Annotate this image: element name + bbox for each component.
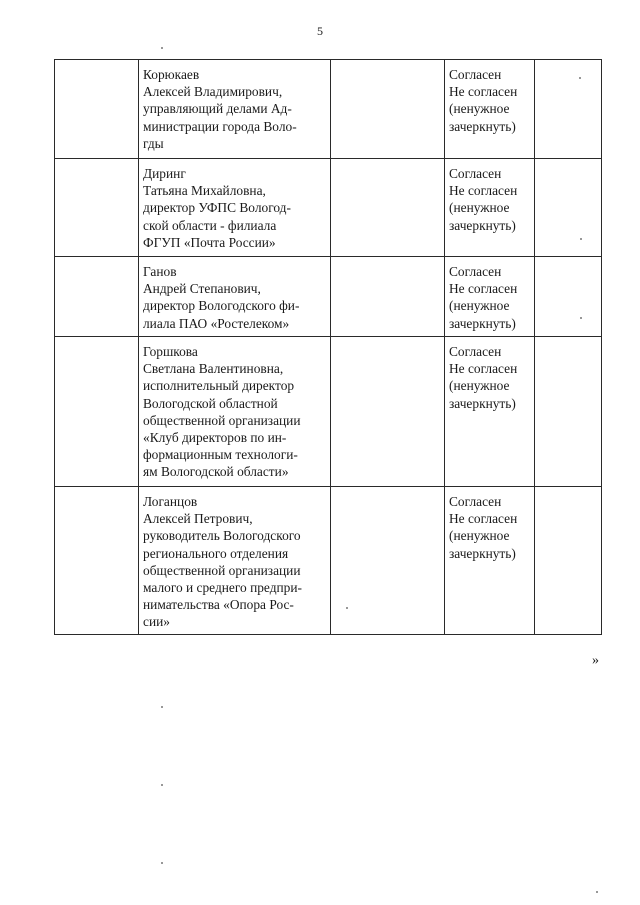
person-line: формационным технологи- xyxy=(143,447,298,463)
row-number-cell xyxy=(55,60,139,159)
row-number-cell xyxy=(55,257,139,337)
decision-line: (ненужное xyxy=(449,101,510,117)
scan-speck xyxy=(161,47,163,49)
decision-line: (ненужное xyxy=(449,200,510,216)
person-line: министрации города Воло- xyxy=(143,118,297,134)
person-cell xyxy=(139,257,331,337)
date-cell xyxy=(535,257,602,337)
table-row xyxy=(55,337,602,487)
decision-line: (ненужное xyxy=(449,528,510,544)
person-line: Татьяна Михайловна, xyxy=(143,183,266,199)
decision-line: зачеркнуть) xyxy=(449,217,516,233)
decision-line: Согласен xyxy=(449,264,502,279)
scan-speck xyxy=(580,317,582,319)
decision-line: зачеркнуть) xyxy=(449,118,516,134)
scan-speck xyxy=(596,891,598,893)
decision-line: зачеркнуть) xyxy=(449,315,516,331)
person-line: Горшкова xyxy=(143,344,198,359)
person-line: «Клуб директоров по ин- xyxy=(143,430,287,446)
person-line: общественной организации xyxy=(143,562,301,578)
person-line: ской области - филиала xyxy=(143,217,277,233)
person-line: Ганов xyxy=(143,264,177,279)
scan-speck xyxy=(579,77,581,79)
person-line: директор УФПС Вологод- xyxy=(143,200,291,216)
person-line: исполнительный директор xyxy=(143,378,295,394)
decision-line: Согласен xyxy=(449,67,502,82)
decision-cell xyxy=(445,159,535,257)
decision-line: Согласен xyxy=(449,494,502,509)
signature-cell xyxy=(331,337,445,487)
page-number: 5 xyxy=(317,24,323,38)
person-line: общественной организации xyxy=(143,412,301,428)
signature-cell xyxy=(331,60,445,159)
person-cell xyxy=(139,337,331,487)
person-line: Светлана Валентиновна, xyxy=(143,361,284,377)
person-line: Андрей Степанович, xyxy=(143,281,261,297)
date-cell xyxy=(535,60,602,159)
scan-speck xyxy=(161,706,163,708)
person-line: нимательства «Опора Рос- xyxy=(143,597,294,613)
person-line: управляющий делами Ад- xyxy=(143,101,292,117)
signature-cell xyxy=(331,159,445,257)
person-line: регионального отделения xyxy=(143,545,289,561)
date-cell xyxy=(535,487,602,635)
date-cell xyxy=(535,337,602,487)
decision-cell xyxy=(445,337,535,487)
person-line: Алексей Владимирович, xyxy=(143,84,283,100)
decision-line: (ненужное xyxy=(449,298,510,314)
person-line: Корюкаев xyxy=(143,67,200,82)
table-row xyxy=(55,487,602,635)
scan-speck xyxy=(161,862,163,864)
approval-table xyxy=(54,59,602,635)
decision-cell xyxy=(445,487,535,635)
person-line: директор Вологодского фи- xyxy=(143,298,300,314)
decision-line: зачеркнуть) xyxy=(449,545,516,561)
person-cell xyxy=(139,159,331,257)
person-line: руководитель Вологодского xyxy=(143,528,301,544)
person-cell xyxy=(139,487,331,635)
decision-line: Не согласен xyxy=(449,84,518,100)
table-row xyxy=(55,159,602,257)
row-number-cell xyxy=(55,337,139,487)
signature-cell xyxy=(331,487,445,635)
decision-line: Согласен xyxy=(449,166,502,181)
date-cell xyxy=(535,159,602,257)
person-line: Логанцов xyxy=(143,494,198,509)
decision-cell xyxy=(445,60,535,159)
decision-line: Не согласен xyxy=(449,511,518,527)
decision-line: Не согласен xyxy=(449,281,518,297)
decision-line: (ненужное xyxy=(449,378,510,394)
person-line: Диринг xyxy=(143,166,186,181)
person-cell xyxy=(139,60,331,159)
person-line: малого и среднего предпри- xyxy=(143,580,302,596)
closing-quote: » xyxy=(592,653,599,668)
person-line: ям Вологодской области» xyxy=(143,464,289,480)
person-line: Вологодской областной xyxy=(143,395,278,411)
scan-speck xyxy=(161,784,163,786)
person-line: ФГУП «Почта России» xyxy=(143,234,276,250)
decision-cell xyxy=(445,257,535,337)
person-line: лиала ПАО «Ростелеком» xyxy=(143,315,290,331)
decision-line: Не согласен xyxy=(449,361,518,377)
decision-line: Согласен xyxy=(449,344,502,359)
row-number-cell xyxy=(55,159,139,257)
decision-line: зачеркнуть) xyxy=(449,395,516,411)
scan-speck xyxy=(580,238,582,240)
table-row xyxy=(55,60,602,159)
person-line: гды xyxy=(143,135,164,151)
decision-line: Не согласен xyxy=(449,183,518,199)
table-row xyxy=(55,257,602,337)
person-line: сии» xyxy=(143,614,170,630)
scan-speck xyxy=(346,607,348,609)
signature-cell xyxy=(331,257,445,337)
row-number-cell xyxy=(55,487,139,635)
person-line: Алексей Петрович, xyxy=(143,511,253,527)
